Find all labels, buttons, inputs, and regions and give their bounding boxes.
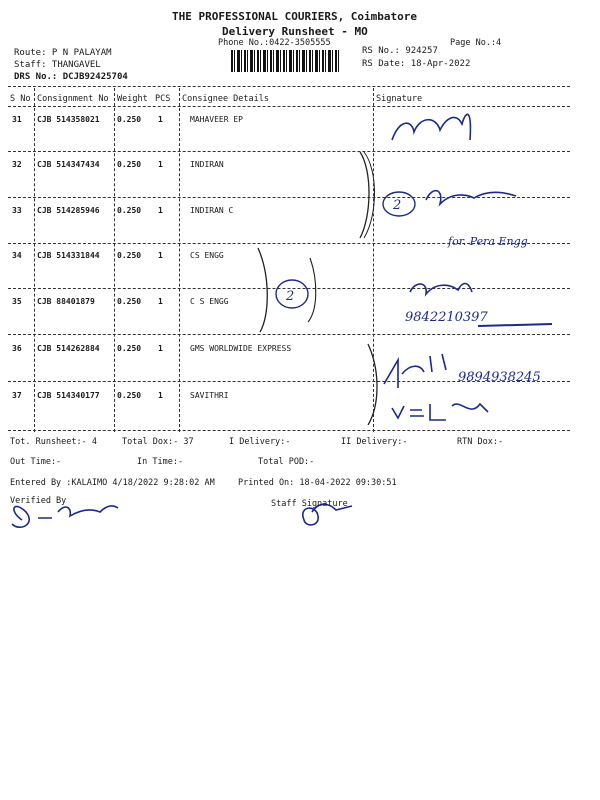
total-pod: Total POD:- [258, 457, 315, 467]
row-consignment: CJB 514262884 [37, 344, 100, 353]
row-consignee: MAHAVEER EP [190, 115, 243, 124]
staff-label: Staff: THANGAVEL [14, 60, 101, 70]
row-consignee: C S ENGG [190, 297, 229, 306]
document-title: Delivery Runsheet - MO [222, 25, 368, 38]
handwritten-bracket [360, 152, 369, 238]
row-sno: 35 [12, 297, 22, 306]
verified-signature [12, 506, 118, 527]
phone-number: Phone No.:0422-3505555 [218, 38, 331, 48]
handwritten-bracket [258, 248, 267, 332]
handwritten-signature [384, 354, 446, 388]
col-signature: Signature [376, 94, 423, 104]
staff-signature-label: Staff Signature [271, 499, 348, 509]
row-pcs: 1 [158, 115, 163, 124]
route-label: Route: P N PALAYAM [14, 48, 112, 58]
circled-number-text: 2 [286, 289, 295, 304]
row-sno: 37 [12, 391, 22, 400]
total-dox: Total Dox:- 37 [122, 437, 194, 447]
handwritten-bracket [308, 258, 316, 322]
row-weight: 0.250 [117, 297, 142, 306]
col-weight: Weight [117, 94, 148, 104]
row-pcs: 1 [158, 297, 163, 306]
row-weight: 0.250 [117, 160, 142, 169]
row-pcs: 1 [158, 391, 163, 400]
row-pcs: 1 [158, 160, 163, 169]
total-runsheet: Tot. Runsheet:- 4 [10, 437, 97, 447]
row-consignee: INDIRAN [190, 160, 224, 169]
row-sno: 33 [12, 206, 22, 215]
circled-number-text: 2 [393, 198, 402, 213]
row-consignee: SAVITHRI [190, 391, 229, 400]
verified-by-label: Verified By [10, 496, 67, 506]
row-sno: 36 [12, 344, 22, 353]
row-pcs: 1 [158, 206, 163, 215]
row-consignment: CJB 514285946 [37, 206, 100, 215]
in-time: In Time:- [137, 457, 184, 467]
row-weight: 0.250 [117, 115, 142, 124]
page-number: Page No.:4 [450, 38, 502, 48]
col-pcs: PCS [155, 94, 171, 104]
out-time: Out Time:- [10, 457, 62, 467]
ii-delivery: II Delivery:- [341, 437, 408, 447]
row-consignment: CJB 88401879 [37, 297, 95, 306]
row-weight: 0.250 [117, 344, 142, 353]
row-sno: 31 [12, 115, 22, 124]
entered-by: Entered By :KALAIMO 4/18/2022 9:28:02 AM [10, 478, 215, 488]
row-weight: 0.250 [117, 251, 142, 260]
row-consignment: CJB 514331844 [37, 251, 100, 260]
handwritten-note: for. Pera Engg [448, 235, 528, 248]
col-sno: S No [10, 94, 31, 104]
handwritten-signature [392, 114, 470, 140]
row-weight: 0.250 [117, 206, 142, 215]
row-pcs: 1 [158, 251, 163, 260]
handwritten-bracket [368, 344, 377, 425]
handwritten-phone: 9842210397 [405, 310, 488, 325]
rs-number: RS No.: 924257 [362, 46, 438, 56]
handwritten-signature [410, 284, 472, 295]
col-consignment: Consignment No [37, 94, 109, 104]
row-consignee: GMS WORLDWIDE EXPRESS [190, 344, 292, 353]
col-consignee: Consignee Details [182, 94, 269, 104]
rs-date: RS Date: 18-Apr-2022 [362, 59, 471, 69]
row-consignment: CJB 514358021 [37, 115, 100, 124]
handwritten-signature [426, 191, 516, 204]
company-name: THE PROFESSIONAL COURIERS, Coimbatore [172, 10, 418, 23]
strike-through [478, 324, 552, 326]
row-weight: 0.250 [117, 391, 142, 400]
rtn-dox: RTN Dox:- [457, 437, 504, 447]
row-pcs: 1 [158, 344, 163, 353]
i-delivery: I Delivery:- [229, 437, 291, 447]
row-sno: 32 [12, 160, 22, 169]
row-sno: 34 [12, 251, 22, 260]
printed-on: Printed On: 18-04-2022 09:30:51 [238, 478, 397, 488]
row-consignment: CJB 514340177 [37, 391, 100, 400]
handwritten-signature [392, 404, 488, 420]
row-consignment: CJB 514347434 [37, 160, 100, 169]
row-consignee: CS ENGG [190, 251, 224, 260]
handwritten-phone: 9894938245 [458, 370, 541, 385]
drs-number: DRS No.: DCJB92425704 [14, 72, 128, 82]
row-consignee: INDIRAN C [190, 206, 234, 215]
